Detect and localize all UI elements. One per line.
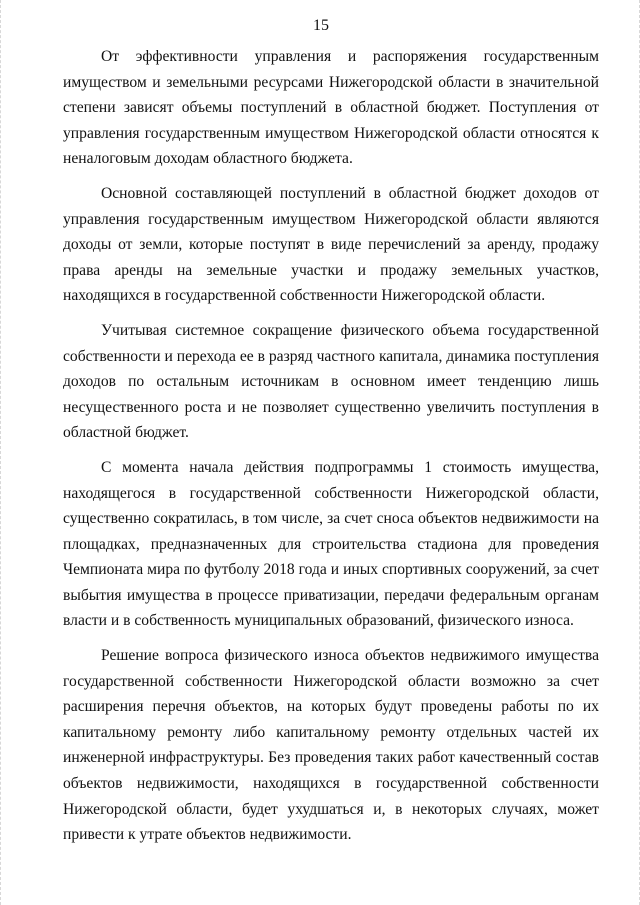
paragraph-1: От эффективности управления и распоряжения государственным имуществом и земельными ресурсами Нижегородской области в значительной степени зависят объемы поступлений в областной бюджет. Поступления от управления государственным имуществом Нижегородской области относятся к неналоговым доходам областного бюджета. — [63, 48, 599, 168]
page-number: 15 — [313, 17, 329, 34]
paragraph-5: Решение вопроса физического износа объектов недвижимого имущества государственной собственности Нижегородской области возможно за счет расширения перечня объектов, на которых будут проведены работы по их капитальному ремонту либо капитальному ремонту отдельных частей их инженерной инфраструктуры. Без проведения таких работ качественный состав объектов недвижимости, находящихся в государственной собственности Нижегородской области, будет ухудшаться и, в некоторых случаях, может привести к утрате объектов недвижимости. — [63, 647, 599, 844]
paragraph-4: С момента начала действия подпрограммы 1 стоимость имущества, находящегося в государственной собственности Нижегородской области, существенно сократилась, в том числе, за счет сноса объектов недвижимости на площадках, предназначенных для строительства стадиона для проведения Чемпионата мира по футболу 2018 года и иных спортивных сооружений, за счет выбытия имущества в процессе приватизации, передачи федеральным органам власти и в собственность муниципальных образований, физического износа. — [63, 458, 599, 630]
document-body — [63, 44, 599, 848]
paragraph-3: Учитывая системное сокращение физического объема государственной собственности и перехода ее в разряд частного капитала, динамика поступления доходов по остальным источникам в основном имеет тенденцию лишь несущественного роста и не позволяет существенно увеличить поступления в областной бюджет. — [63, 321, 599, 442]
paragraph-2: Основной составляющей поступлений в областной бюджет доходов от управления государственным имуществом Нижегородской области являются доходы от земли, которые поступят в виде перечислений за аренду, продажу права аренды на земельные участки и продажу земельных участков, находящихся в государственной собственности Нижегородской области. — [63, 184, 599, 305]
